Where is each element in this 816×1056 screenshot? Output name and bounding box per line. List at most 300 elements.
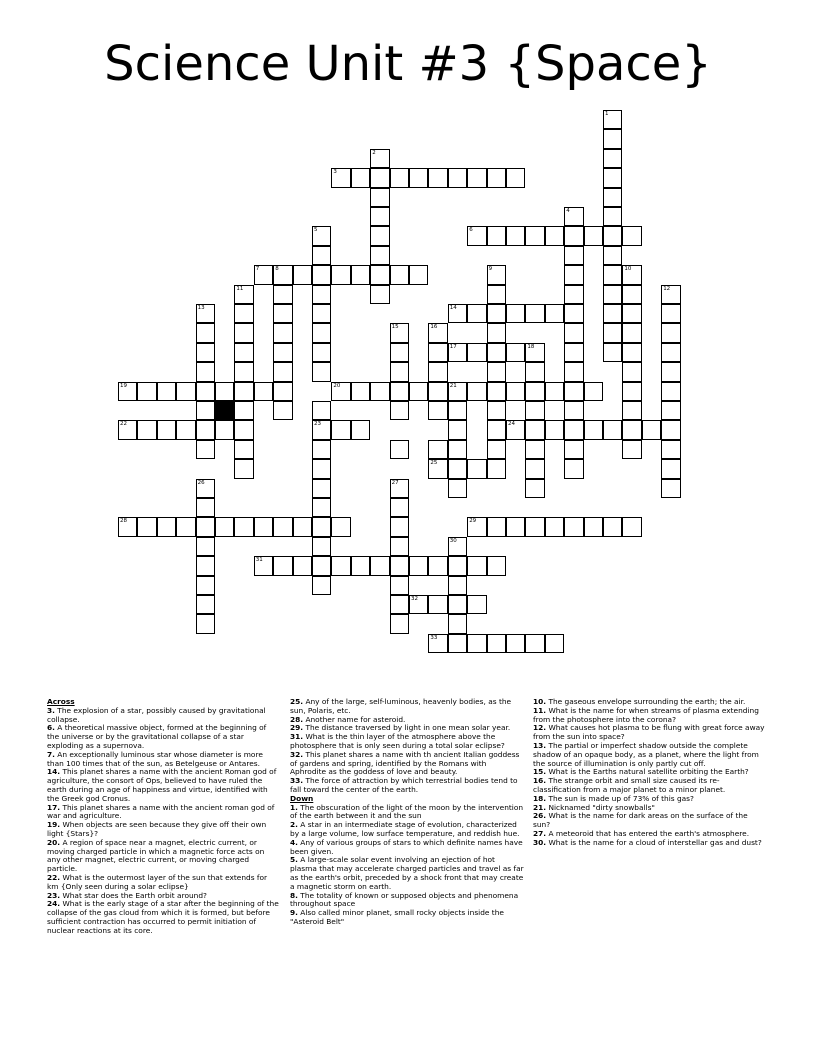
grid-cell[interactable] [254,382,273,401]
grid-cell[interactable] [564,304,583,323]
grid-cell[interactable] [390,362,409,381]
grid-cell[interactable] [370,149,389,168]
grid-cell[interactable] [467,382,486,401]
clue-text: The gaseous envelope surrounding the earth; the air. [546,697,746,706]
grid-cell[interactable] [157,420,176,439]
clue-item [47,821,279,839]
clue-text: Any of the large, self-luminous, heavenly bodies, as the sun, Polaris, etc. [290,697,512,715]
grid-cell[interactable] [273,343,292,362]
grid-cell[interactable] [234,420,253,439]
cell-number: 32 [411,596,418,602]
grid-cell[interactable] [448,168,467,187]
grid-cell[interactable] [176,517,195,536]
grid-cell[interactable] [312,517,331,536]
grid-cell[interactable] [428,634,447,653]
grid-cell[interactable] [622,517,641,536]
grid-cell[interactable] [390,517,409,536]
grid-cell[interactable] [661,343,680,362]
grid-cell[interactable] [273,401,292,420]
grid-cell[interactable] [545,517,564,536]
grid-cell[interactable] [118,420,137,439]
grid-cell[interactable] [564,323,583,342]
grid-cell[interactable] [487,285,506,304]
grid-cell[interactable] [370,226,389,245]
grid-cell[interactable] [564,265,583,284]
clue-item [290,909,524,927]
clue-item [47,768,279,803]
grid-cell[interactable] [506,343,525,362]
grid-cell[interactable] [428,556,447,575]
grid-cell[interactable] [603,420,622,439]
clue-text: What is the Earths natural satellite orbiting the Earth? [546,767,749,777]
grid-cell[interactable] [273,323,292,342]
grid-cell[interactable] [390,440,409,459]
grid-cell[interactable] [273,556,292,575]
grid-cell[interactable] [312,265,331,284]
grid-cell[interactable] [215,382,234,401]
grid-cell[interactable] [312,285,331,304]
cell-number: 3 [333,169,337,176]
grid-cell[interactable] [603,343,622,362]
grid-cell[interactable] [157,382,176,401]
grid-cell[interactable] [118,517,137,536]
grid-cell[interactable] [196,537,215,556]
grid-cell[interactable] [234,343,253,362]
grid-cell[interactable] [428,323,447,342]
grid-cell[interactable] [448,556,467,575]
grid-cell[interactable] [176,420,195,439]
grid-cell[interactable] [448,401,467,420]
grid-cell[interactable] [312,459,331,478]
grid-cell[interactable] [603,265,622,284]
clue-number: 32. [290,749,304,759]
grid-cell[interactable] [564,517,583,536]
grid-cell[interactable] [196,479,215,498]
grid-cell[interactable] [487,168,506,187]
grid-cell[interactable] [409,595,428,614]
grid-cell[interactable] [196,420,215,439]
grid-cell[interactable] [467,459,486,478]
grid-cell[interactable] [487,323,506,342]
grid-cell[interactable] [467,226,486,245]
grid-cell[interactable] [312,246,331,265]
grid-cell[interactable] [661,304,680,323]
grid-cell[interactable] [487,459,506,478]
grid-cell[interactable] [584,517,603,536]
grid-cell[interactable] [196,304,215,323]
grid-cell[interactable] [622,362,641,381]
grid-cell[interactable] [409,556,428,575]
grid-cell[interactable] [370,168,389,187]
grid-cell[interactable] [273,362,292,381]
grid-cell[interactable] [448,382,467,401]
grid-cell[interactable] [467,304,486,323]
grid-cell[interactable] [622,323,641,342]
clue-item [533,777,765,795]
grid-cell[interactable] [525,420,544,439]
grid-cell[interactable] [331,382,350,401]
cell-number: 21 [449,382,457,389]
grid-cell[interactable] [564,285,583,304]
grid-cell[interactable] [661,401,680,420]
grid-cell[interactable] [545,226,564,245]
grid-cell[interactable] [448,304,467,323]
grid-cell[interactable] [409,265,428,284]
grid-cell[interactable] [428,595,447,614]
grid-cell[interactable] [370,382,389,401]
grid-cell[interactable] [390,595,409,614]
grid-cell[interactable] [622,304,641,323]
grid-cell[interactable] [622,420,641,439]
grid-cell[interactable] [196,343,215,362]
clue-number: 26. [533,811,547,821]
grid-cell[interactable] [370,188,389,207]
grid-cell[interactable] [312,343,331,362]
grid-cell[interactable] [176,382,195,401]
grid-cell[interactable] [487,420,506,439]
grid-cell[interactable] [564,401,583,420]
grid-cell[interactable] [448,343,467,362]
cell-number: 33 [430,634,438,641]
grid-cell[interactable] [273,265,292,284]
grid-cell[interactable] [215,420,234,439]
grid-cell[interactable] [448,479,467,498]
grid-cell[interactable] [487,265,506,284]
clue-item [290,698,524,716]
grid-cell[interactable] [137,382,156,401]
grid-cell[interactable] [467,343,486,362]
grid-cell[interactable] [603,129,622,148]
grid-cell[interactable] [312,362,331,381]
grid-cell[interactable] [467,634,486,653]
grid-cell[interactable] [603,226,622,245]
cell-number: 25 [430,460,438,467]
grid-cell[interactable] [622,285,641,304]
grid-cell[interactable] [545,382,564,401]
grid-cell[interactable] [506,420,525,439]
grid-cell[interactable] [312,576,331,595]
down-clue-list [290,804,524,927]
grid-cell[interactable] [661,420,680,439]
grid-cell[interactable] [331,265,350,284]
grid-cell[interactable] [622,226,641,245]
grid-cell[interactable] [196,440,215,459]
grid-cell[interactable] [525,382,544,401]
grid-cell[interactable] [293,556,312,575]
grid-cell[interactable] [506,304,525,323]
clue-number: 18. [533,793,547,803]
clue-text: This planet shares a name with th ancient Italian goddess of gardens and spring, identified by the Romans with Aphrodite as the goddess of love and beauty. [290,749,520,777]
cell-number: 6 [469,227,473,234]
grid-cell[interactable] [487,304,506,323]
grid-cell[interactable] [390,401,409,420]
grid-cell[interactable] [196,382,215,401]
grid-cell[interactable] [487,401,506,420]
clue-number: 14. [47,767,61,777]
grid-cell[interactable] [564,459,583,478]
grid-cell[interactable] [312,226,331,245]
grid-cell[interactable] [234,323,253,342]
grid-cell[interactable] [428,401,447,420]
clue-number: 22. [47,872,61,882]
clue-item [290,892,524,910]
grid-cell[interactable] [603,323,622,342]
grid-cell[interactable] [312,498,331,517]
grid-cell[interactable] [351,420,370,439]
grid-cell[interactable] [370,556,389,575]
grid-cell[interactable] [448,537,467,556]
grid-cell[interactable] [448,459,467,478]
clue-number: 23. [47,890,61,900]
grid-cell[interactable] [525,479,544,498]
grid-cell[interactable] [564,382,583,401]
grid-cell[interactable] [622,382,641,401]
grid-cell[interactable] [390,498,409,517]
grid-cell[interactable] [312,323,331,342]
grid-cell[interactable] [234,382,253,401]
grid-cell[interactable] [525,362,544,381]
grid-cell[interactable] [215,517,234,536]
grid-cell[interactable] [428,168,447,187]
clue-text: Another name for asteroid. [303,714,406,724]
grid-cell[interactable] [564,420,583,439]
clue-item [290,821,524,839]
grid-cell[interactable] [234,517,253,536]
grid-cell[interactable] [196,498,215,517]
grid-cell[interactable] [234,440,253,459]
grid-cell[interactable] [661,459,680,478]
grid-cell[interactable] [254,556,273,575]
grid-cell[interactable] [428,382,447,401]
grid-cell[interactable] [118,382,137,401]
clue-number: 11. [533,705,547,715]
grid-cell[interactable] [390,614,409,633]
grid-cell[interactable] [564,343,583,362]
grid-cell[interactable] [234,362,253,381]
clue-item [290,804,524,822]
grid-cell[interactable] [351,556,370,575]
grid-cell[interactable] [137,420,156,439]
clue-item [533,812,765,830]
grid-cell[interactable] [273,382,292,401]
grid-cell[interactable] [564,440,583,459]
grid-cell[interactable] [370,246,389,265]
grid-cell[interactable] [390,343,409,362]
grid-cell[interactable] [564,362,583,381]
grid-cell[interactable] [370,285,389,304]
grid-cell[interactable] [642,420,661,439]
grid-cell[interactable] [603,517,622,536]
grid-cell[interactable] [487,556,506,575]
grid-cell[interactable] [312,304,331,323]
grid-cell[interactable] [487,343,506,362]
grid-cell[interactable] [137,517,156,536]
clue-number: 6. [47,723,55,733]
clue-text: What star does the Earth orbit around? [60,890,207,900]
clue-text: A large-scale solar event involving an ejection of hot plasma that may accelerate charged particles and travel as far as the earth's orbit, preceded by a shock front that may create a magnetic storm on earth. [290,855,524,891]
grid-cell[interactable] [564,207,583,226]
grid-cell[interactable] [545,634,564,653]
grid-cell[interactable] [409,168,428,187]
cell-number: 5 [314,227,318,234]
grid-cell[interactable] [390,323,409,342]
grid-cell[interactable] [661,479,680,498]
grid-cell[interactable] [525,343,544,362]
grid-cell[interactable] [525,440,544,459]
grid-cell[interactable] [506,168,525,187]
grid-cell[interactable] [273,285,292,304]
grid-cell[interactable] [584,226,603,245]
grid-cell[interactable] [312,440,331,459]
grid-cell[interactable] [312,401,331,420]
down-heading: Down [290,793,314,803]
grid-cell[interactable] [409,382,428,401]
grid-cell[interactable] [603,304,622,323]
grid-cell[interactable] [448,440,467,459]
grid-cell[interactable] [390,576,409,595]
grid-cell[interactable] [390,168,409,187]
clues-column-3 [533,698,765,848]
grid-cell[interactable] [351,168,370,187]
grid-cell[interactable] [661,362,680,381]
grid-cell[interactable] [331,517,350,536]
clue-text: An exceptionally luminous star whose diameter is more than 100 times that of the sun, as Betelgeuse or Antares. [47,749,263,768]
grid-cell[interactable] [196,401,215,420]
grid-cell[interactable] [254,265,273,284]
grid-cell[interactable] [545,304,564,323]
grid-cell[interactable] [312,420,331,439]
grid-cell[interactable] [564,246,583,265]
clue-text: What causes hot plasma to be flung with great force away from the sun into space? [533,723,765,742]
grid-cell[interactable] [428,440,447,459]
grid-cell[interactable] [428,343,447,362]
grid-cell[interactable] [487,362,506,381]
grid-cell[interactable] [351,265,370,284]
grid-cell[interactable] [467,168,486,187]
grid-cell[interactable] [196,576,215,595]
clue-number: 3. [47,705,55,715]
grid-cell[interactable] [622,265,641,284]
grid-cell[interactable] [448,614,467,633]
grid-cell[interactable] [312,537,331,556]
grid-cell[interactable] [661,440,680,459]
grid-cell[interactable] [525,226,544,245]
grid-cell[interactable] [312,556,331,575]
grid-cell[interactable] [506,382,525,401]
grid-cell[interactable] [390,479,409,498]
grid-cell[interactable] [331,420,350,439]
cell-number: 18 [527,343,535,350]
grid-cell[interactable] [196,323,215,342]
clue-item [290,777,524,795]
grid-cell[interactable] [428,362,447,381]
grid-cell[interactable] [525,517,544,536]
grid-cell[interactable] [293,517,312,536]
grid-cell[interactable] [603,168,622,187]
grid-cell[interactable] [234,285,253,304]
grid-cell[interactable] [273,304,292,323]
clue-text: The sun is made up of 73% of this gas? [546,793,694,803]
cell-number: 27 [391,479,399,486]
grid-cell[interactable] [487,382,506,401]
grid-cell[interactable] [234,304,253,323]
grid-cell[interactable] [331,556,350,575]
grid-cell[interactable] [584,420,603,439]
cell-number: 29 [469,518,477,525]
grid-cell[interactable] [506,634,525,653]
grid-cell[interactable] [506,226,525,245]
grid-cell[interactable] [196,517,215,536]
grid-cell[interactable] [196,595,215,614]
grid-cell[interactable] [487,634,506,653]
grid-cell[interactable] [603,246,622,265]
grid-cell[interactable] [622,343,641,362]
grid-cell[interactable] [273,517,292,536]
clue-text: What is the name for a cloud of interstellar gas and dust? [546,837,762,847]
grid-cell[interactable] [487,226,506,245]
grid-cell[interactable] [603,188,622,207]
grid-cell[interactable] [506,517,525,536]
grid-cell[interactable] [390,537,409,556]
grid-cell[interactable] [545,420,564,439]
grid-cell[interactable] [428,459,447,478]
grid-cell[interactable] [370,265,389,284]
grid-cell[interactable] [564,226,583,245]
grid-cell[interactable] [525,634,544,653]
grid-cell[interactable] [351,382,370,401]
grid-cell[interactable] [448,576,467,595]
grid-cell[interactable] [487,440,506,459]
grid-cell[interactable] [157,517,176,536]
grid-cell[interactable] [661,382,680,401]
grid-cell[interactable] [448,634,467,653]
grid-cell[interactable] [525,459,544,478]
grid-cell[interactable] [467,595,486,614]
grid-cell[interactable] [603,207,622,226]
grid-cell[interactable] [603,285,622,304]
grid-cell[interactable] [661,323,680,342]
grid-cell[interactable] [603,149,622,168]
grid-cell[interactable] [525,401,544,420]
clue-number: 20. [47,837,61,847]
grid-cell[interactable] [525,304,544,323]
grid-cell[interactable] [390,556,409,575]
grid-cell[interactable] [312,479,331,498]
grid-cell[interactable] [584,382,603,401]
grid-cell[interactable] [622,440,641,459]
grid-cell[interactable] [467,517,486,536]
grid-cell[interactable] [331,168,350,187]
clue-text: Any of various groups of stars to which definite names have been given. [290,837,523,856]
grid-cell[interactable] [234,459,253,478]
grid-cell[interactable] [487,517,506,536]
grid-cell[interactable] [448,420,467,439]
grid-cell[interactable] [448,595,467,614]
grid-cell[interactable] [622,401,641,420]
grid-cell[interactable] [293,265,312,284]
grid-cell[interactable] [390,265,409,284]
grid-cell[interactable] [390,382,409,401]
grid-cell[interactable] [467,556,486,575]
grid-cell[interactable] [234,401,253,420]
grid-cell[interactable] [603,110,622,129]
grid-cell[interactable] [196,362,215,381]
grid-cell[interactable] [196,614,215,633]
grid-cell[interactable] [661,285,680,304]
grid-cell[interactable] [370,207,389,226]
grid-cell[interactable] [254,517,273,536]
grid-cell[interactable] [196,556,215,575]
